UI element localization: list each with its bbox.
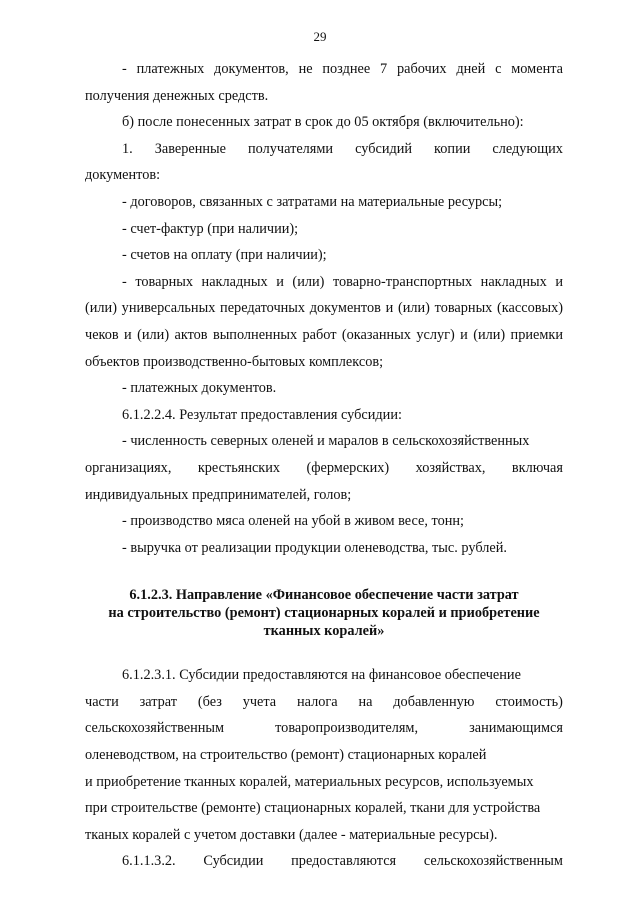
list-item: - платежных документов. [122,380,277,397]
result-word: хозяйствах, [415,459,486,476]
result-item: - производство мяса оленей на убой в живом весе, тонн; [122,513,464,530]
list-item: - товарных накладных и (или) товарно-транспортных накладных и (или) универсальных передаточных документов и (или) товарных (кассовых) чеков и (или) актов выполненных работ (оказанных услуг) и (или) приемки объектов производственно-бытовых комплексов; [85,273,563,370]
last-line-word: Субсидии [203,853,264,870]
paragraph-payment-docs: - платежных документов, не позднее 7 рабочих дней с момента получения денежных средств. [85,61,563,104]
list-item: - счет-фактур (при наличии); [122,220,299,237]
para-line: при строительстве (ремонте) стационарных коралей, ткани для устройства [85,800,541,817]
paragraph-after-costs: б) после понесенных затрат в срок до 05 октября (включительно): [122,114,524,131]
result-first-line3: индивидуальных предпринимателей, голов; [85,486,352,503]
last-line-word: сельскохозяйственным [423,853,563,870]
para-line: 6.1.2.3.1. Субсидии предоставляются на финансовое обеспечение [122,667,521,684]
para-line: и приобретение тканных коралей, материальных ресурсов, используемых [85,773,534,790]
section-heading-line: тканных коралей» [263,623,385,640]
item-1-line [85,136,563,163]
result-first-line2 [85,455,563,482]
para-word: затрат [139,693,178,710]
para-word: учета [242,693,277,710]
para-line: тканых коралей с учетом доставки (далее - материальные ресурсы). [85,826,498,843]
document-body [85,56,563,875]
page-number: 29 [313,29,327,44]
para-word: (без [197,693,222,710]
last-line [85,848,563,875]
result-first-line1: - численность северных оленей и маралов в сельскохозяйственных [122,433,530,450]
section-heading-line: 6.1.2.3. Направление «Финансовое обеспечение части затрат [129,587,519,604]
result-heading: 6.1.2.2.4. Результат предоставления субсидии: [122,406,402,423]
para-word: сельскохозяйственным [85,720,225,737]
para-word: на [358,693,373,710]
para-word: товаропроизводителям, [275,720,419,737]
result-word: организациях, [85,459,172,476]
section-heading [85,586,563,640]
last-line-word: 6.1.1.3.2. [122,853,176,870]
item-1-word: субсидий [355,140,413,157]
para-word: занимающимся [469,720,563,737]
result-word: (фермерских) [306,459,390,476]
para-word: добавленную [393,693,475,710]
para-word: части [85,693,119,710]
item-1-word: следующих [492,140,563,157]
item-1-word: получателями [248,140,334,157]
section-heading-line: на строительство (ремонт) стационарных коралей и приобретение [108,605,540,622]
last-line-word: предоставляются [291,853,397,870]
item-1-tail: документов: [85,167,161,184]
result-word: включая [511,459,563,476]
para-word: налога [296,693,338,710]
para-line-spread [85,715,563,742]
item-1-word: Заверенные [154,140,227,157]
result-word: крестьянских [197,459,281,476]
result-item: - выручка от реализации продукции оленеводства, тыс. рублей. [122,539,507,556]
item-1-word: 1. [122,140,133,157]
list-item: - счетов на оплату (при наличии); [122,247,327,264]
para-line: оленеводством, на строительство (ремонт) стационарных коралей [85,747,487,764]
list-item: - договоров, связанных с затратами на материальные ресурсы; [122,193,503,210]
para-word: стоимость) [495,693,563,710]
item-1-word: копии [434,140,471,157]
para-line-spread [85,689,563,716]
